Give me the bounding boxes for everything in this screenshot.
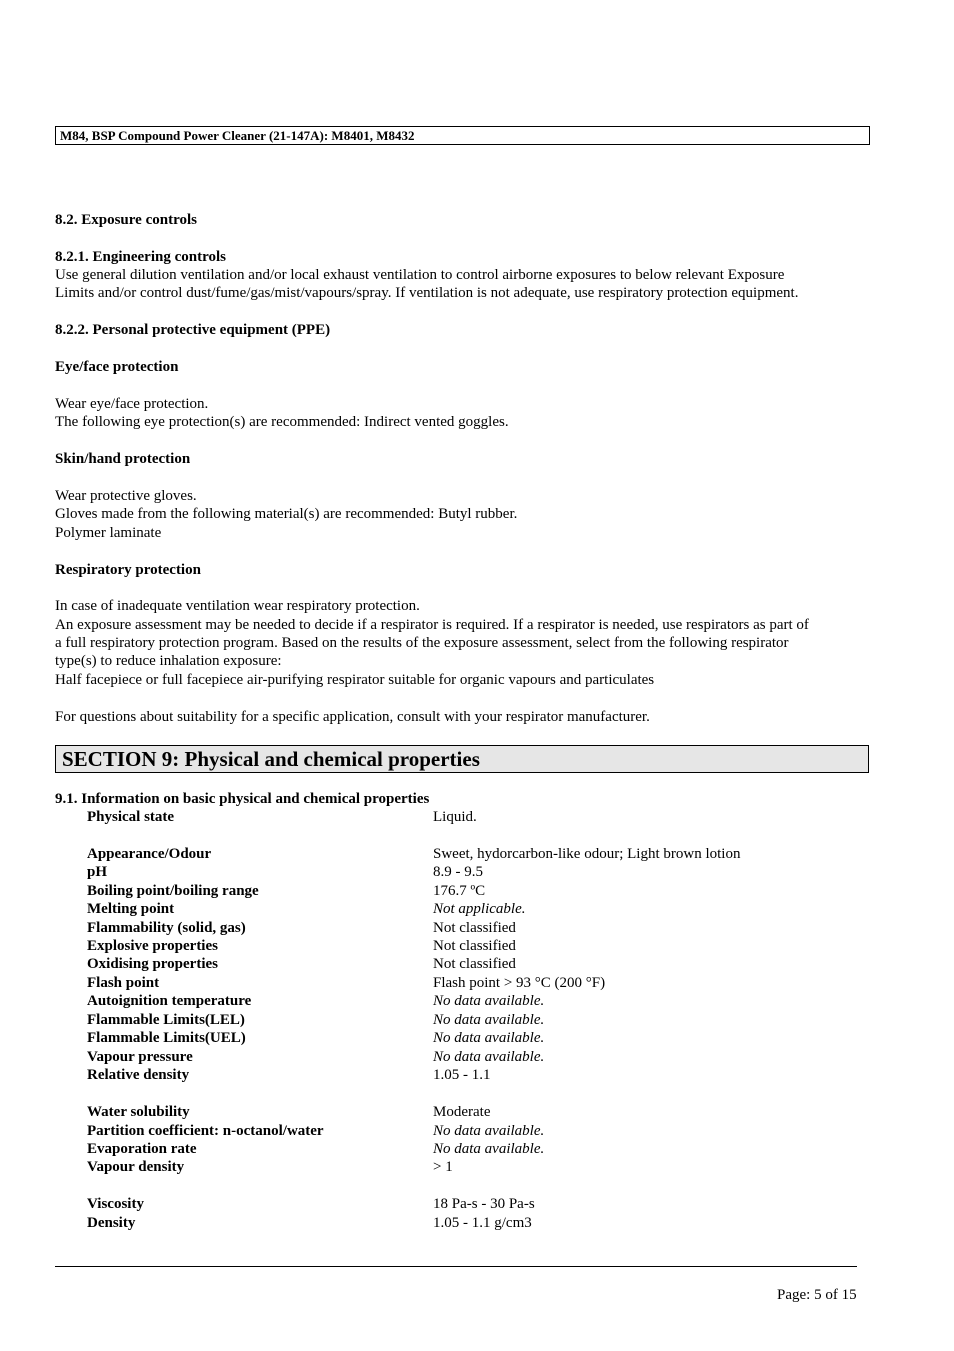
property-value: Not classified (433, 956, 516, 972)
property-label: Water solubility (87, 1104, 190, 1120)
property-label: Appearance/Odour (87, 846, 212, 862)
exposure-controls-heading: 8.2. Exposure controls (55, 212, 197, 228)
eye-protection-line-1: Wear eye/face protection. (55, 396, 209, 412)
property-label: Vapour density (87, 1159, 185, 1175)
respiratory-line-6: For questions about suitability for a specific application, consult with your respirator manufacturer. (55, 709, 650, 725)
property-label: Boiling point/boiling range (87, 883, 259, 899)
engineering-controls-line-2: Limits and/or control dust/fume/gas/mist/vapours/spray. If ventilation is not adequate, use respiratory protection equipment. (55, 285, 799, 301)
property-value: No data available. (433, 1141, 545, 1157)
property-value: Not classified (433, 920, 516, 936)
property-label: Flammable Limits(LEL) (87, 1012, 245, 1028)
property-value: 176.7 ºC (433, 883, 486, 899)
property-label: Physical state (87, 809, 175, 825)
skin-protection-line-3: Polymer laminate (55, 525, 162, 541)
property-value: No data available. (433, 1030, 545, 1046)
respiratory-line-2: An exposure assessment may be needed to decide if a respirator is required. If a respirator is needed, use respirators as part of (55, 617, 809, 633)
property-value: Not applicable. (433, 901, 526, 917)
property-label: Viscosity (87, 1196, 144, 1212)
property-label: Oxidising properties (87, 956, 218, 972)
property-label: Flammability (solid, gas) (87, 920, 246, 936)
section-9-title: SECTION 9: Physical and chemical properties (55, 745, 869, 773)
property-label: Partition coefficient: n-octanol/water (87, 1123, 324, 1139)
property-value: No data available. (433, 1123, 545, 1139)
skin-protection-line-1: Wear protective gloves. (55, 488, 197, 504)
property-label: Evaporation rate (87, 1141, 197, 1157)
property-value: Flash point > 93 °C (200 °F) (433, 975, 606, 991)
property-value: 1.05 - 1.1 (433, 1067, 491, 1083)
property-label: Density (87, 1215, 136, 1231)
engineering-controls-line-1: Use general dilution ventilation and/or local exhaust ventilation to control airborne exposures to below relevant Exposure (55, 267, 785, 283)
engineering-controls-heading: 8.2.1. Engineering controls (55, 249, 226, 265)
document-header: M84, BSP Compound Power Cleaner (21-147A): M8401, M8432 (55, 126, 870, 145)
property-value: No data available. (433, 1049, 545, 1065)
property-value: Sweet, hydorcarbon-like odour; Light brown lotion (433, 846, 741, 862)
property-value: 18 Pa-s - 30 Pa-s (433, 1196, 535, 1212)
page-number: Page: 5 of 15 (777, 1287, 857, 1303)
property-label: Vapour pressure (87, 1049, 193, 1065)
respiratory-line-4: type(s) to reduce inhalation exposure: (55, 653, 282, 669)
property-value: 8.9 - 9.5 (433, 864, 483, 880)
property-label: Relative density (87, 1067, 190, 1083)
section-9-subheading: 9.1. Information on basic physical and chemical properties (55, 791, 430, 807)
property-label: Autoignition temperature (87, 993, 252, 1009)
skin-protection-heading: Skin/hand protection (55, 451, 191, 467)
respiratory-line-5: Half facepiece or full facepiece air-purifying respirator suitable for organic vapours and particulates (55, 672, 655, 688)
property-label: Flash point (87, 975, 160, 991)
respiratory-protection-heading: Respiratory protection (55, 562, 201, 578)
eye-protection-line-2: The following eye protection(s) are recommended: Indirect vented goggles. (55, 414, 509, 430)
respiratory-line-1: In case of inadequate ventilation wear respiratory protection. (55, 598, 420, 614)
property-value: > 1 (433, 1159, 453, 1175)
ppe-heading: 8.2.2. Personal protective equipment (PPE) (55, 322, 331, 338)
property-value: No data available. (433, 1012, 545, 1028)
property-label: Explosive properties (87, 938, 218, 954)
footer-divider (55, 1266, 857, 1267)
eye-protection-heading: Eye/face protection (55, 359, 179, 375)
property-label: Flammable Limits(UEL) (87, 1030, 246, 1046)
property-value: Liquid. (433, 809, 477, 825)
respiratory-line-3: a full respiratory protection program. Based on the results of the exposure assessment, select from the following respirator (55, 635, 789, 651)
property-value: Not classified (433, 938, 516, 954)
property-value: No data available. (433, 993, 545, 1009)
property-value: 1.05 - 1.1 g/cm3 (433, 1215, 532, 1231)
property-label: pH (87, 864, 108, 880)
property-value: Moderate (433, 1104, 491, 1120)
property-label: Melting point (87, 901, 175, 917)
skin-protection-line-2: Gloves made from the following material(s) are recommended: Butyl rubber. (55, 506, 518, 522)
